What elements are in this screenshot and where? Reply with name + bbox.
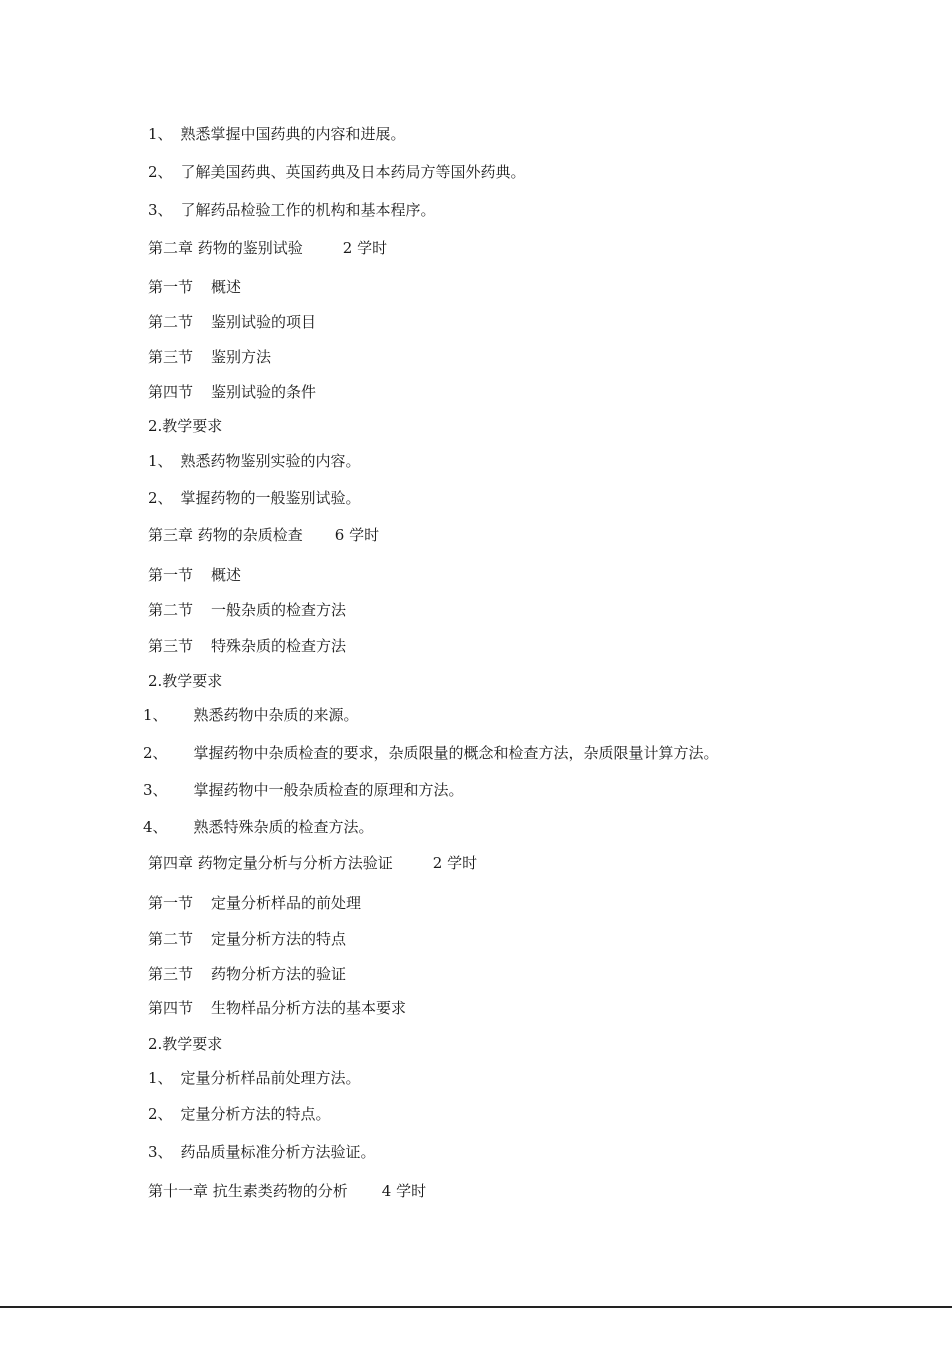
ch1-requirement-item xyxy=(148,162,526,182)
requirement-text: 掌握药物中一般杂质检查的原理和方法。 xyxy=(193,781,464,799)
requirement-item xyxy=(148,488,361,508)
section-title: 特殊杂质的检查方法 xyxy=(211,637,347,655)
requirement-number: 3、 xyxy=(143,781,168,799)
requirement-item xyxy=(143,817,374,837)
requirement-number: 2、 xyxy=(148,489,173,507)
requirement-number: 3、 xyxy=(148,1143,173,1161)
chapter-heading xyxy=(148,853,477,873)
chapter-hours: 6 学时 xyxy=(334,526,380,544)
requirement-text: 定量分析方法的特点。 xyxy=(180,1105,331,1123)
requirement-item xyxy=(143,705,359,725)
section-label: 第四节 xyxy=(148,383,194,401)
section-title: 鉴别试验的条件 xyxy=(211,383,317,401)
chapter-title: 第二章 药物的鉴别试验 xyxy=(148,239,303,257)
section-title: 概述 xyxy=(211,278,242,296)
requirement-text: 熟悉药物中杂质的来源。 xyxy=(193,706,359,724)
section-item xyxy=(148,312,316,332)
section-item xyxy=(148,600,346,620)
section-title: 一般杂质的检查方法 xyxy=(211,601,347,619)
section-label: 第一节 xyxy=(148,566,194,584)
section-item xyxy=(148,929,346,949)
section-title: 鉴别方法 xyxy=(211,348,272,366)
requirement-item xyxy=(143,780,464,800)
requirement-number: 2、 xyxy=(148,1105,173,1123)
requirement-item xyxy=(148,451,361,471)
requirement-item xyxy=(148,1104,331,1124)
section-title: 定量分析样品的前处理 xyxy=(211,894,362,912)
section-label: 第四节 xyxy=(148,999,194,1017)
ch1-requirement-text: 熟悉掌握中国药典的内容和进展。 xyxy=(180,125,406,143)
requirements-heading: 2.教学要求 xyxy=(148,672,223,690)
section-label: 第二节 xyxy=(148,601,194,619)
section-title: 鉴别试验的项目 xyxy=(211,313,317,331)
chapter-hours: 4 学时 xyxy=(381,1182,427,1200)
chapter-title: 第十一章 抗生素类药物的分析 xyxy=(148,1182,348,1200)
section-item xyxy=(148,277,241,297)
requirement-text: 掌握药物的一般鉴别试验。 xyxy=(180,489,361,507)
chapter-hours: 2 学时 xyxy=(432,854,478,872)
requirement-number: 2、 xyxy=(143,744,168,762)
chapter-heading xyxy=(148,525,379,545)
requirement-text: 熟悉药物鉴别实验的内容。 xyxy=(180,452,361,470)
section-label: 第一节 xyxy=(148,278,194,296)
requirement-number: 1、 xyxy=(148,452,173,470)
section-label: 第二节 xyxy=(148,930,194,948)
section-label: 第三节 xyxy=(148,965,194,983)
chapter-hours: 2 学时 xyxy=(342,239,388,257)
chapter-heading xyxy=(148,238,387,258)
ch1-requirement-item xyxy=(148,124,406,144)
footer-divider xyxy=(0,1306,952,1308)
requirements-heading: 2.教学要求 xyxy=(148,417,223,435)
section-label: 第二节 xyxy=(148,313,194,331)
section-item xyxy=(148,347,271,367)
ch1-requirement-text: 了解药品检验工作的机构和基本程序。 xyxy=(180,201,436,219)
section-item xyxy=(148,636,346,656)
requirement-item xyxy=(148,1068,361,1088)
section-item xyxy=(148,893,361,913)
section-label: 第一节 xyxy=(148,894,194,912)
requirement-number: 1、 xyxy=(143,706,168,724)
section-item xyxy=(148,382,316,402)
ch1-requirement-number: 2、 xyxy=(148,163,173,181)
section-title: 概述 xyxy=(211,566,242,584)
section-title: 生物样品分析方法的基本要求 xyxy=(211,999,407,1017)
requirement-item xyxy=(143,743,719,763)
section-title: 药物分析方法的验证 xyxy=(211,965,347,983)
requirement-text: 掌握药物中杂质检查的要求，杂质限量的概念和检查方法，杂质限量计算方法。 xyxy=(193,744,719,762)
requirement-text: 药品质量标准分析方法验证。 xyxy=(180,1143,376,1161)
section-label: 第三节 xyxy=(148,348,194,366)
chapter-title: 第四章 药物定量分析与分析方法验证 xyxy=(148,854,393,872)
requirement-item xyxy=(148,1142,376,1162)
section-item xyxy=(148,998,406,1018)
section-item xyxy=(148,964,346,984)
ch1-requirement-number: 3、 xyxy=(148,201,173,219)
requirement-text: 熟悉特殊杂质的检查方法。 xyxy=(193,818,374,836)
section-item xyxy=(148,565,241,585)
requirements-heading: 2.教学要求 xyxy=(148,1035,223,1053)
ch1-requirement-text: 了解美国药典、英国药典及日本药局方等国外药典。 xyxy=(180,163,526,181)
requirement-number: 1、 xyxy=(148,1069,173,1087)
requirement-text: 定量分析样品前处理方法。 xyxy=(180,1069,361,1087)
ch1-requirement-item xyxy=(148,200,436,220)
section-label: 第三节 xyxy=(148,637,194,655)
requirement-number: 4、 xyxy=(143,818,168,836)
chapter-title: 第三章 药物的杂质检查 xyxy=(148,526,303,544)
ch1-requirement-number: 1、 xyxy=(148,125,173,143)
chapter-heading xyxy=(148,1181,426,1201)
section-title: 定量分析方法的特点 xyxy=(211,930,347,948)
